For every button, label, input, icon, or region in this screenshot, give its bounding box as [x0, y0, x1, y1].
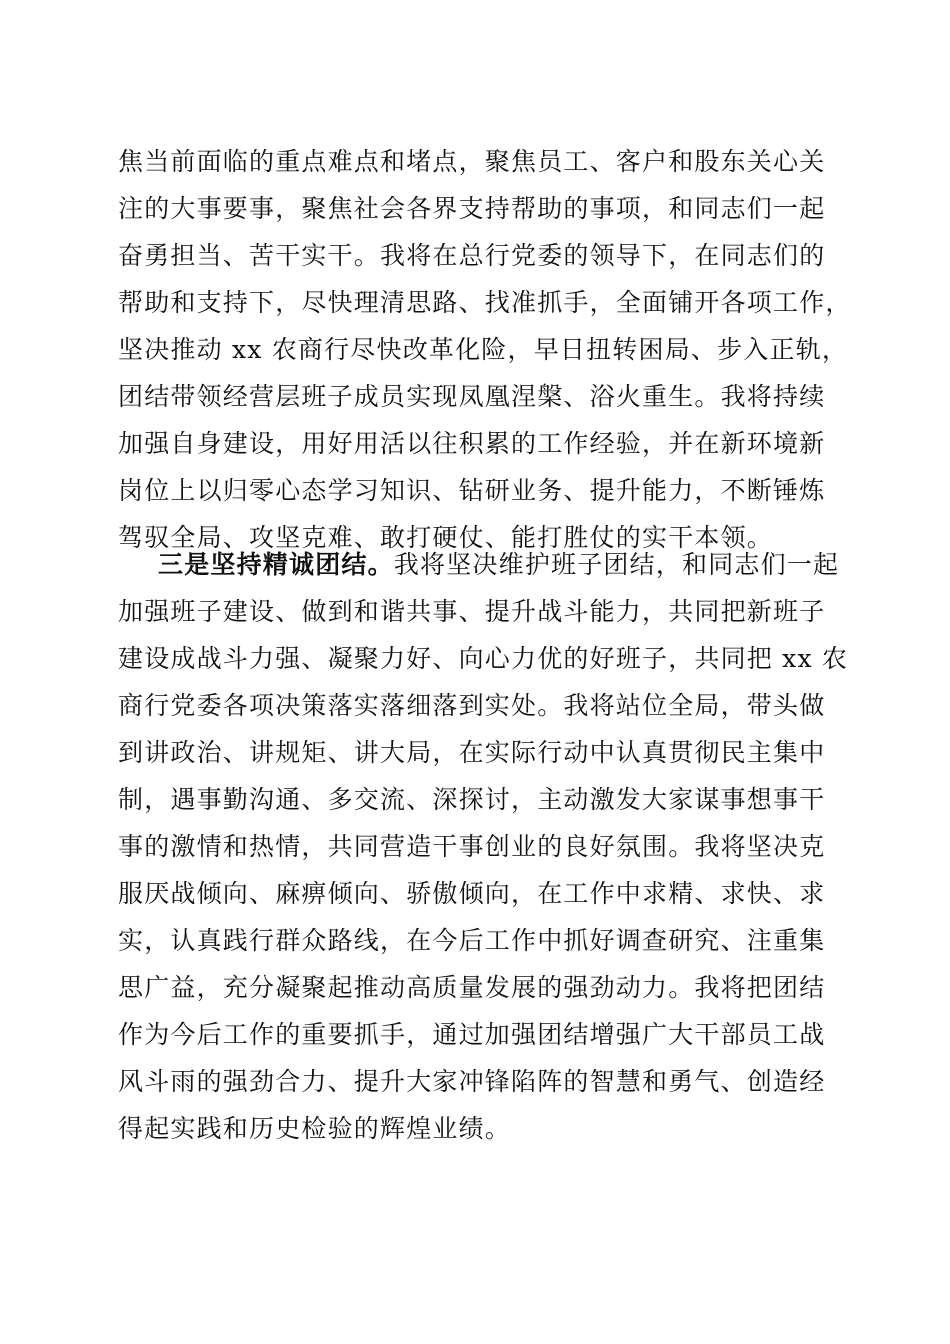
paragraph-line: 建设成战斗力强、凝聚力好、向心力优的好班子，共同把 xx 农: [118, 644, 849, 673]
paragraph-line-rest: 我将坚决维护班子团结，和同志们一起: [393, 550, 840, 579]
paragraph-line: 得起实践和历史检验的辉煌业绩。: [118, 1114, 512, 1143]
paragraph-line: 风斗雨的强劲合力、提升大家冲锋陷阵的智慧和勇气、创造经: [118, 1067, 826, 1096]
paragraph-line: 岗位上以归零心态学习知识、钻研业务、提升能力，不断锤炼: [118, 476, 826, 505]
paragraph-line: 加强班子建设、做到和谐共事、提升战斗能力，共同把新班子: [118, 597, 826, 626]
paragraph-line: 实，认真践行群众路线，在今后工作中抓好调查研究、注重集: [118, 926, 826, 955]
paragraph-line: 作为今后工作的重要抓手，通过加强团结增强广大干部员工战: [118, 1020, 826, 1049]
section-heading: 三是坚持精诚团结。: [158, 550, 394, 579]
paragraph-line: 商行党委各项决策落实落细落到实处。我将站位全局，带头做: [118, 691, 826, 720]
paragraph-line: 奋勇担当、苦干实干。我将在总行党委的领导下，在同志们的: [118, 241, 826, 270]
paragraph-line: 注的大事要事，聚焦社会各界支持帮助的事项，和同志们一起: [118, 194, 826, 223]
paragraph-line: 焦当前面临的重点难点和堵点，聚焦员工、客户和股东关心关: [118, 147, 826, 176]
paragraph-line: 团结带领经营层班子成员实现凤凰涅槃、浴火重生。我将持续: [118, 382, 826, 411]
paragraph-line: 加强自身建设，用好用活以往积累的工作经验，并在新环境新: [118, 429, 826, 458]
paragraph-line: 帮助和支持下，尽快理清思路、找准抓手，全面铺开各项工作，: [118, 288, 852, 317]
paragraph-line: 事的激情和热情，共同营造干事创业的良好氛围。我将坚决克: [118, 832, 826, 861]
paragraph-line: 思广益，充分凝聚起推动高质量发展的强劲动力。我将把团结: [118, 973, 826, 1002]
paragraph-line: 制，遇事勤沟通、多交流、深探讨，主动激发大家谋事想事干: [118, 785, 826, 814]
paragraph-first-line: [158, 542, 839, 588]
paragraph-line: 服厌战倾向、麻痹倾向、骄傲倾向，在工作中求精、求快、求: [118, 879, 826, 908]
paragraph-line: 坚决推动 xx 农商行尽快改革化险，早日扭转困局、步入正轨，: [118, 335, 849, 364]
paragraph-line: 驾驭全局、攻坚克难、敢打硬仗、能打胜仗的实干本领。: [118, 523, 774, 552]
paragraph-line: 到讲政治、讲规矩、讲大局，在实际行动中认真贯彻民主集中: [118, 738, 826, 767]
